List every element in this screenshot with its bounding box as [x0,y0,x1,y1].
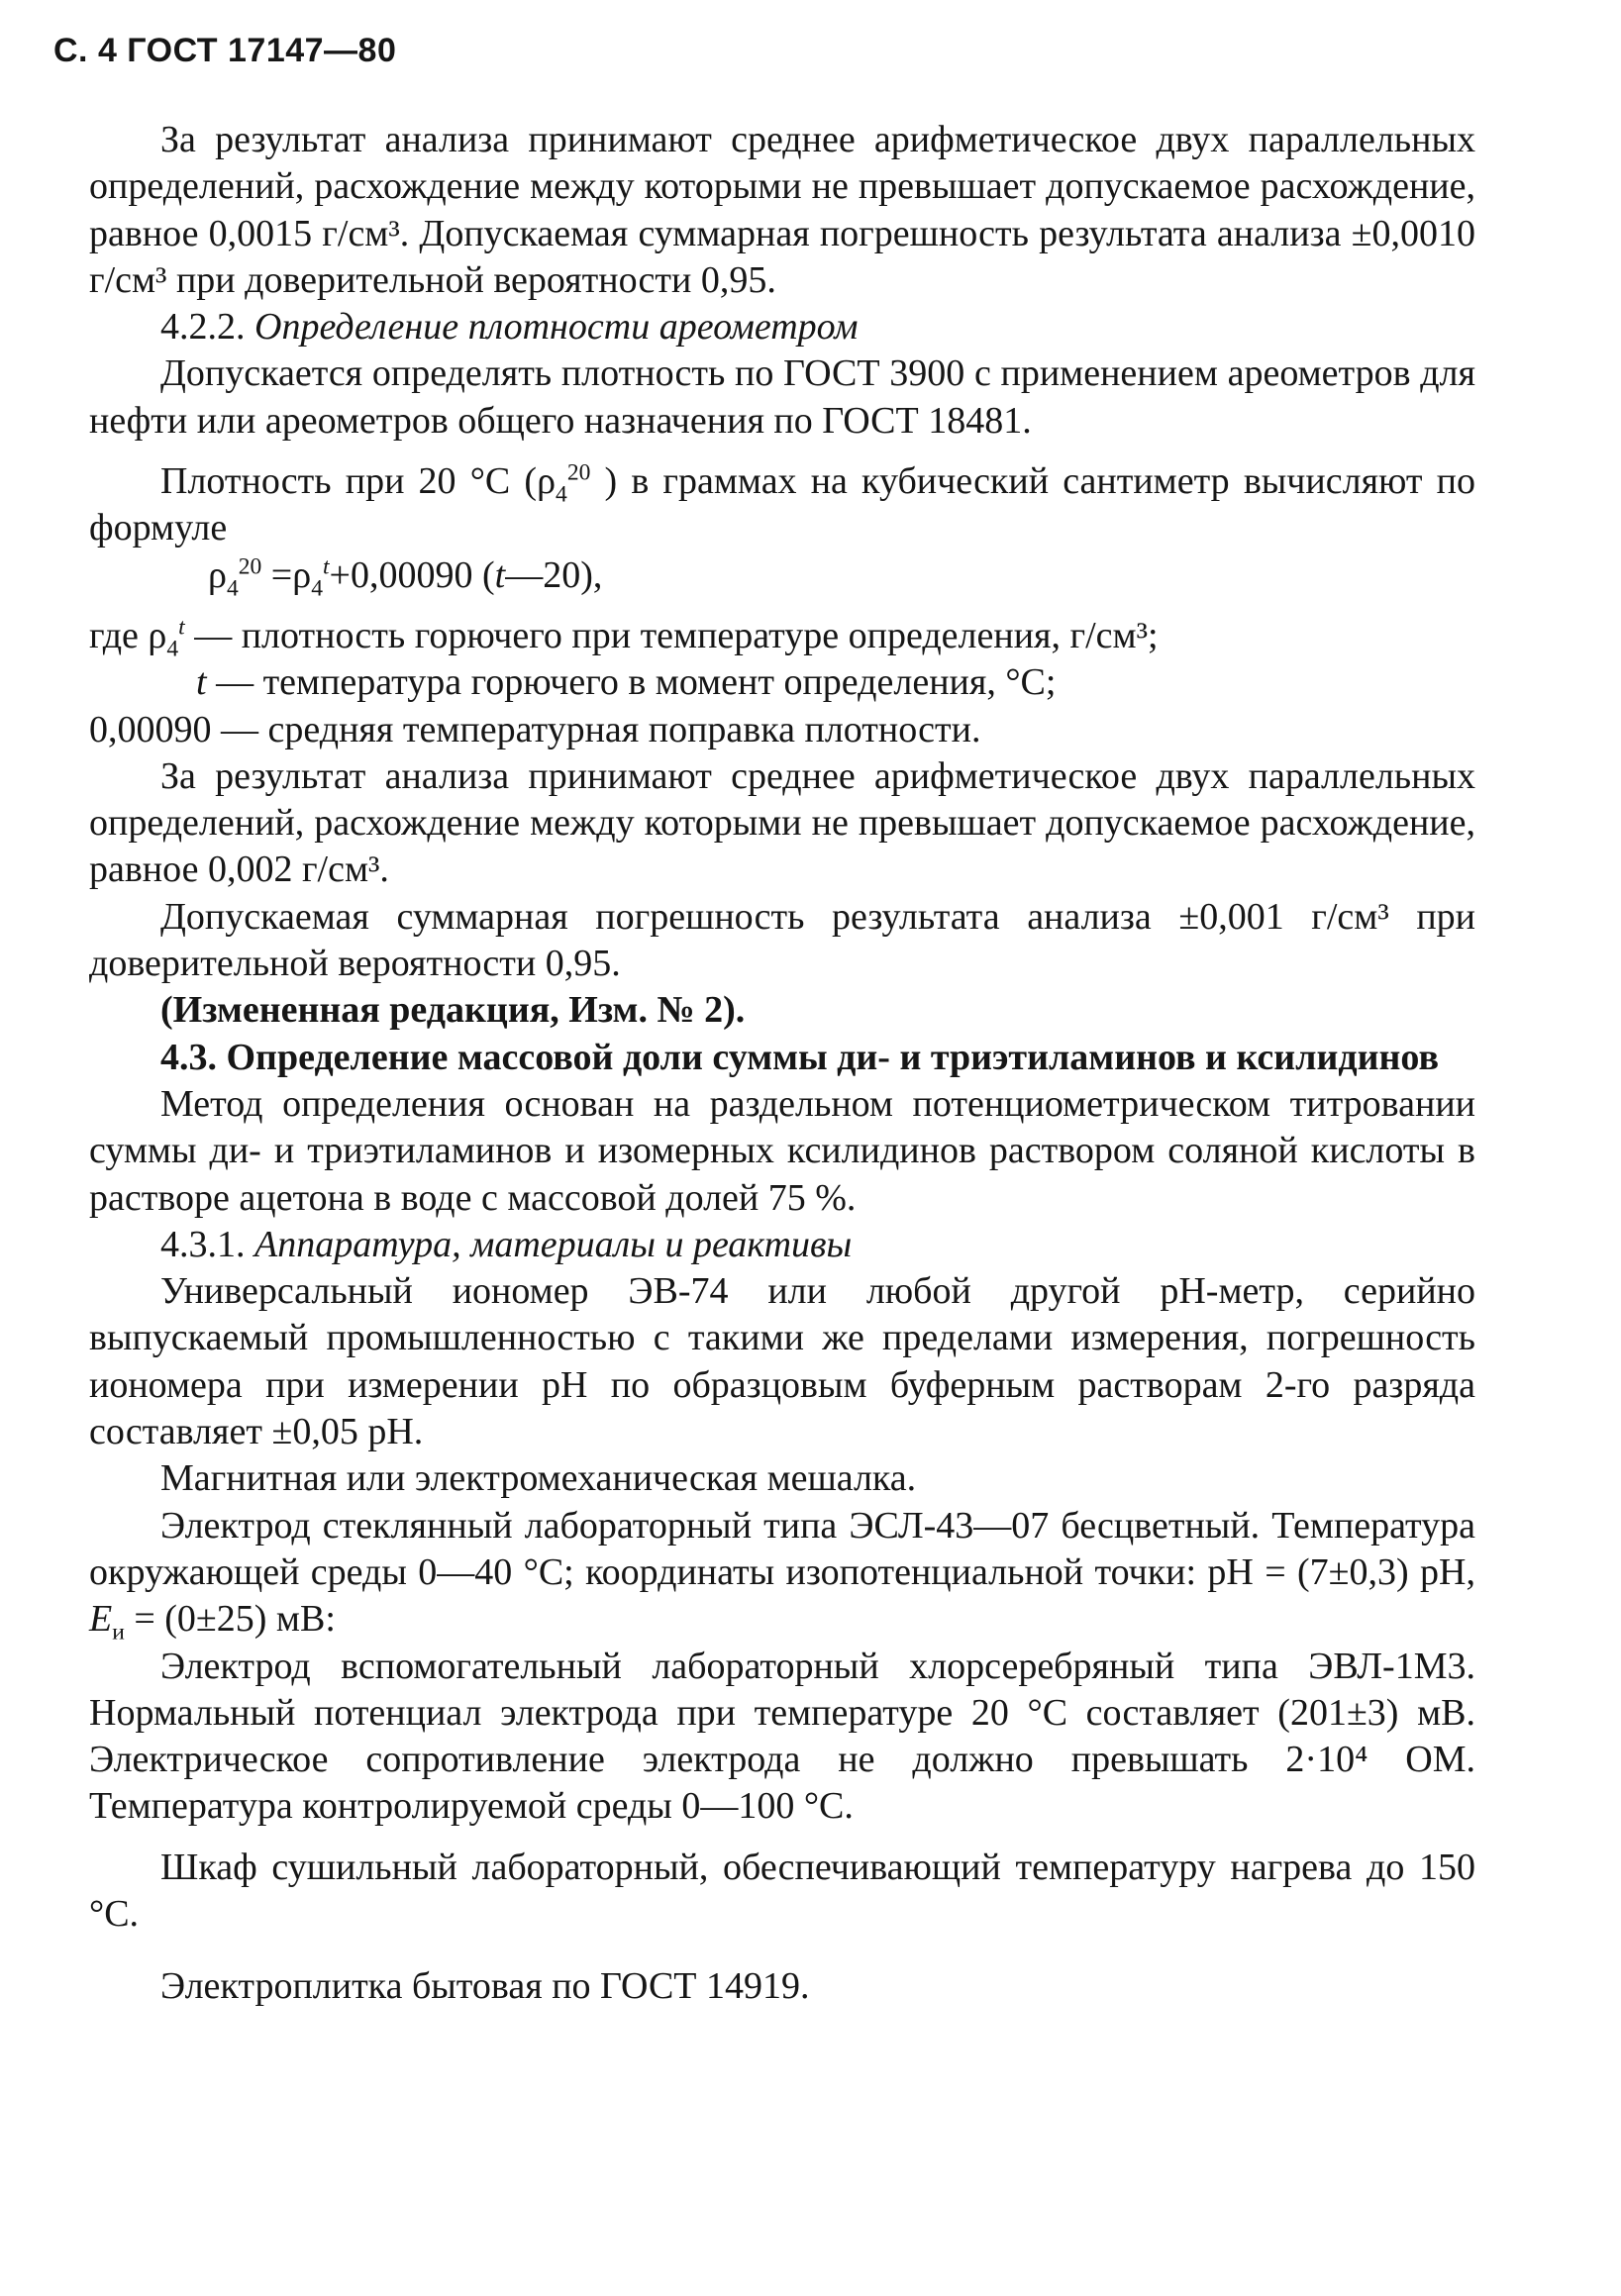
paragraph-stirrer: Магнитная или электромеханическая мешалка. [160,1457,917,1500]
paragraph-hotplate: Электроплитка бытовая по ГОСТ 14919. [160,1965,810,2008]
paragraph-result-density-2: За результат анализа принимают среднее арифметическое двух параллельных определений, расхождение между которыми не превышает допускаемое расхождение, равное 0,002 г/см³. [89,754,1475,891]
section-heading-4-3: 4.3. Определение массовой доли суммы ди- и триэтиламинов и ксилидинов [160,1036,1439,1078]
formula-equals: = [261,553,293,596]
paragraph-reference-electrode: Электрод вспомогательный лабораторный хлорсеребряный типа ЭВЛ-1М3. Нормальный потенциал электрода при температуре 20 °C составляет (201±3) мВ. Электрическое сопротивление электрода не должно превышать 2·10⁴ ОМ. Температура контролируемой среды 0—100 °C. [89,1645,1475,1828]
paragraph-hydrometer: Допускается определять плотность по ГОСТ 3900 с применением ареометров для нефти или ареометров общего назначения по ГОСТ 18481. [89,352,1475,442]
definition-t: t — температура горючего в момент определения, °C; [196,661,1057,704]
formula-t: t [494,553,506,596]
paragraph-density-formula-intro [89,458,1475,552]
paragraph-drying-cabinet: Шкаф сушильный лабораторный, обеспечивающий температуру нагрева до 150 °C. [89,1846,1475,1935]
definition-rho-t: где $\rho_4^t$ — плотность горючего при температуре определения, г/см³; [89,614,1159,662]
page-header: С. 4 ГОСТ 17147—80 [53,32,397,69]
amendment-note: (Измененная редакция, Изм. № 2). [160,989,746,1032]
paragraph-result-density: За результат анализа принимают среднее арифметическое двух параллельных определений, расхождение между которыми не превышает допускаемое расхождение, равное 0,0015 г/см³. Допускаемая суммарная погрешность результата анализа ±0,0010 г/см³ при доверительной вероятности 0,95. [89,119,1475,301]
paragraph-glass-electrode: Электрод стеклянный лабораторный типа ЭСЛ-43—07 бесцветный. Температура окружающей среды 0—40 °C; координаты изопотенциальной точки: pH = (7±0,3) pH, $E_и = (0\pm 25)$ мВ: [89,1504,1475,1646]
definition-correction: 0,00090 — средняя температурная поправка плотности. [89,708,981,750]
section-heading-4-2-2 [89,304,1475,350]
section-title: Определение плотности ареометром [254,306,859,349]
paragraph-error-density: Допускаемая суммарная погрешность результата анализа ±0,001 г/см³ при доверительной вероятности 0,95. [89,895,1475,985]
formula-rho-20: $\rho_4^{20}$ [208,553,262,602]
formula-rho-t: $\rho_4^t$ [292,553,330,602]
rho-symbol: $\rho_4^{20}$ [537,459,591,508]
page-content [89,117,1475,2011]
paragraph-ionomer: Универсальный иономер ЭВ-74 или любой другой pH-метр, серийно выпускаемый промышленностью с такими же пределами измерения, погрешность иономера при измерении pH по образцовым буферным растворам 2-го разряда составляет ±0,05 pH. [89,1270,1475,1453]
def-rho-symbol: $\rho_4^t$ [148,614,185,662]
paragraph-method: Метод определения основан на раздельном потенциометрическом титровании суммы ди- и триэтиламинов и изомерных ксилидинов раствором соляной кислоты в растворе ацетона в воде с массовой долей 75 %. [89,1082,1475,1219]
formula-end: —20), [505,553,603,596]
section-heading-4-3-1: 4.3.1. Аппаратура, материалы и реактивы [160,1223,853,1265]
formula-rest: +0,00090 ( [329,553,495,596]
density-formula [89,552,1475,602]
section-number: 4.2.2. [160,306,246,349]
intro-before: Плотность при 20 °C ( [160,460,538,503]
intro-after: ) в граммах на кубический сантиметр вычисляют по формуле [89,460,1476,549]
